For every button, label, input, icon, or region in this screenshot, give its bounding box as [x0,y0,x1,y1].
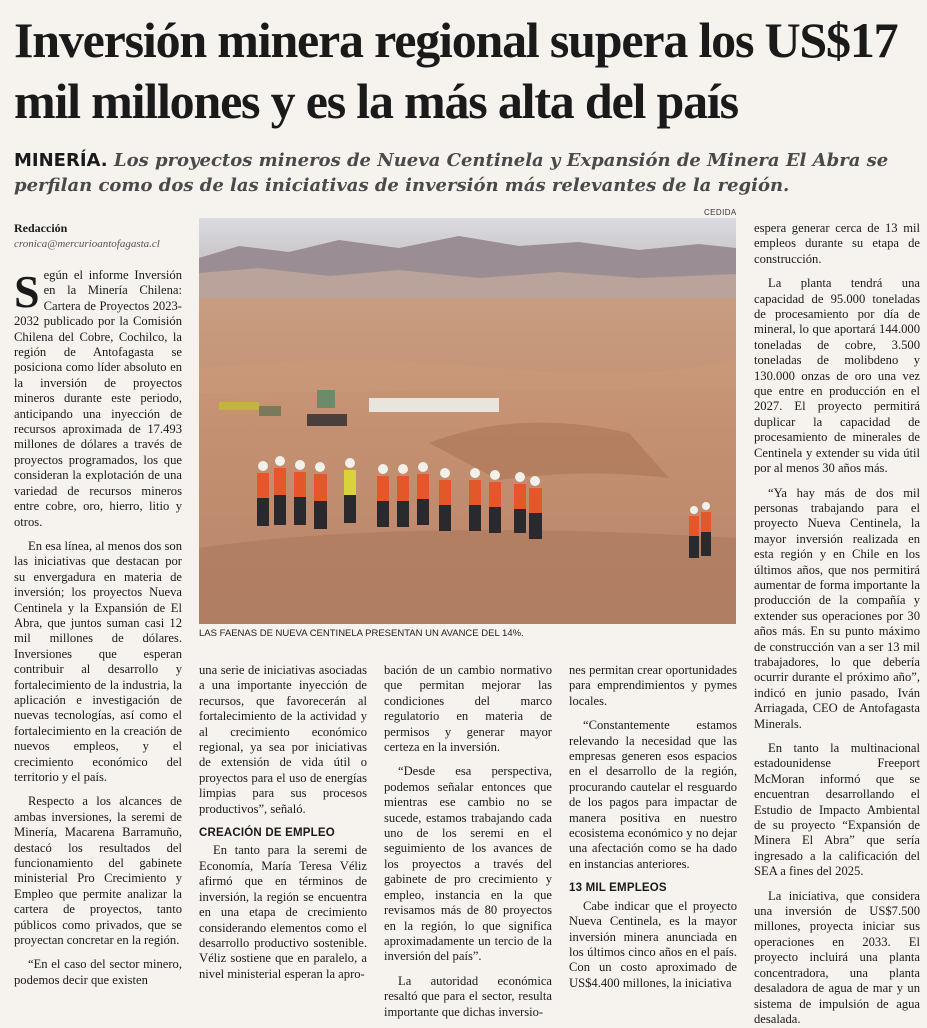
dropcap: S [14,266,40,317]
column-1 [14,268,182,988]
paragraph: En tanto para la seremi de Economía, María Teresa Véliz afirmó que en términos de inversión, la región se encuentra en una etapa de crecimiento considerando elementos como el desarrollo productivo sostenible. Véliz sostiene que en paralelo, a nivel ministerial esperan la apro- [199,843,367,981]
photo-caption: LAS FAENAS DE NUEVA CENTINELA PRESENTAN UN AVANCE DEL 14%. [199,628,524,639]
paragraph: “Ya hay más de dos mil personas trabajando para el proyecto Nueva Centinela, la mayor inversión realizada en esta región y en Chile en los últimos años, que nos permitirá aumentar de forma importante la producción de la compañía y extender sus operaciones por 30 años más. En su punto máximo de construcción van a ser 13 mil trabajadores, lo que debería ocurrir durante el próximo año”, indicó en junio pasado, Iván Arriagada, CEO de Antofagasta Minerals. [754,485,920,731]
column-5 [754,221,920,1027]
paragraph: “Constantemente estamos relevando la necesidad que las empresas generen esos espacios en el desarrollo de la región, procurando cautelar el resguardo de los pagos para impactar de manera positiva en nuestro ecosistema económico y no dejar una afectación como se ha dado en instancias anteriores. [569,718,737,871]
paragraph: Respecto a los alcances de ambas inversiones, la seremi de Minería, Macarena Barramuño, destacó los resultados del funcionamiento del gabinete ministerial Pro Crecimiento y Empleo que permite analizar la cartera de proyectos, tanto públicos como privados, que se proyectan concretar en la región. [14,794,182,948]
paragraph: una serie de iniciativas asociadas a una importante inyección de recursos, que favorecerán al fortalecimiento de la actividad y al crecimiento económico regional, ya sea por iniciativas de extensión de vida útil o proyectos para el uso de energías limpias para sus procesos productivos”, señaló. [199,663,367,816]
paragraph: En esa línea, al menos dos son las iniciativas que destacan por su envergadura en materia de inversión; los proyectos Nueva Centinela y la Expansión de El Abra, que juntos suman casi 12 mil millones de dólares. Inversiones que esperan contribuir al desarrollo y fortalecimiento de la industria, la aplicación e investigación de nuevas tecnologías, así como el fortalecimiento en la creación de nuevos empleos, y el crecimiento económico del territorio y el país. [14,538,182,784]
paragraph: La autoridad económica resaltó que para el sector, resulta importante que dichas inversio- [384,973,552,1019]
subheading: 13 MIL EMPLEOS [569,882,667,895]
article-photo [199,218,736,624]
column-4 [569,663,737,991]
paragraph: La planta tendrá una capacidad de 95.000 toneladas de procesamiento por día de mineral, lo que aportará 144.000 toneladas de cobre, 3.500 toneladas de molibdeno y 130.000 onzas de oro una vez que entre en producción en el 2027. El proyecto permitirá duplicar la capacidad de procesamiento de minerales de Centinela y extender su vida útil por al menos 30 años más. [754,276,920,476]
paragraph: La iniciativa, que considera una inversión de US$7.500 millones, proyecta iniciar sus operaciones en 2033. El proyecto incluirá una planta concentradora, una planta desaladora de agua de mar y un sistema de impulsión de agua desalada. [754,888,920,1026]
headline: Inversión minera regional supera los US$17 mil millones y es la más alta del país [14,12,898,129]
lede-text: Los proyectos mineros de Nueva Centinela y Expansión de Minera El Abra se perfilan como dos de las iniciativas de inversión más relevantes de la región. [14,150,889,196]
paragraph: egún el informe Inversión en la Minería Chilena: Cartera de Proyectos 2023-2032 publicado por la Comisión Chilena del Cobre, Cochilco, la región de Antofagasta se posiciona como líder absoluto en la inversión de proyectos mineros durante este periodo, anticipando una inyección de recursos aproximada de 17.493 millones de dólares a través de proyectos programados, los que consideran la explotación de una variedad de recursos mineros entre cobre, oro, hierro, litio y otros. [14,268,182,529]
paragraph: Cabe indicar que el proyecto Nueva Centinela, es la mayor inversión minera anunciada en los últimos cinco años en el país. Con un costo aproximado de US$4.400 millones, la iniciativa [569,898,737,990]
paragraph: En tanto la multinacional estadounidense Freeport McMoran informó que se encuentran desarrollando el Estudio de Impacto Ambiental de su proyecto “Expansión de Minera El Abra” que sería ingresado a la calificación del SEA a fines del 2025. [754,741,920,879]
paragraph: nes permitan crear oportunidades para emprendimientos y pymes locales. [569,663,737,708]
column-3 [384,663,552,1020]
paragraph: bación de un cambio normativo que permitan mejorar las condiciones del marco regulatorio en materia de permisos y generar mayor certeza en la inversión. [384,663,552,755]
byline-email: cronica@mercurioantofagasta.cl [14,238,160,250]
subheading: CREACIÓN DE EMPLEO [199,827,335,840]
column-2 [199,663,367,982]
photo-credit: CEDIDA [704,208,737,217]
paragraph: “En el caso del sector minero, podemos decir que existen [14,957,182,987]
paragraph: “Desde esa perspectiva, podemos señalar entonces que mientras ese cambio no se sucede, estamos trabajando cada uno de los seremi en el seguimiento de los avances de los proyectos a través del gabinete de pro crecimiento y empleo, instancia en la que revisamos más de 80 proyectos en la región, lo que significa aproximadamente un tercio de la inversión del país”. [384,764,552,964]
lede [14,148,919,198]
byline-name: Redacción [14,221,68,235]
paragraph: espera generar cerca de 13 mil empleos durante su etapa de construcción. [754,221,920,266]
section-kicker: MINERÍA. [14,150,108,171]
